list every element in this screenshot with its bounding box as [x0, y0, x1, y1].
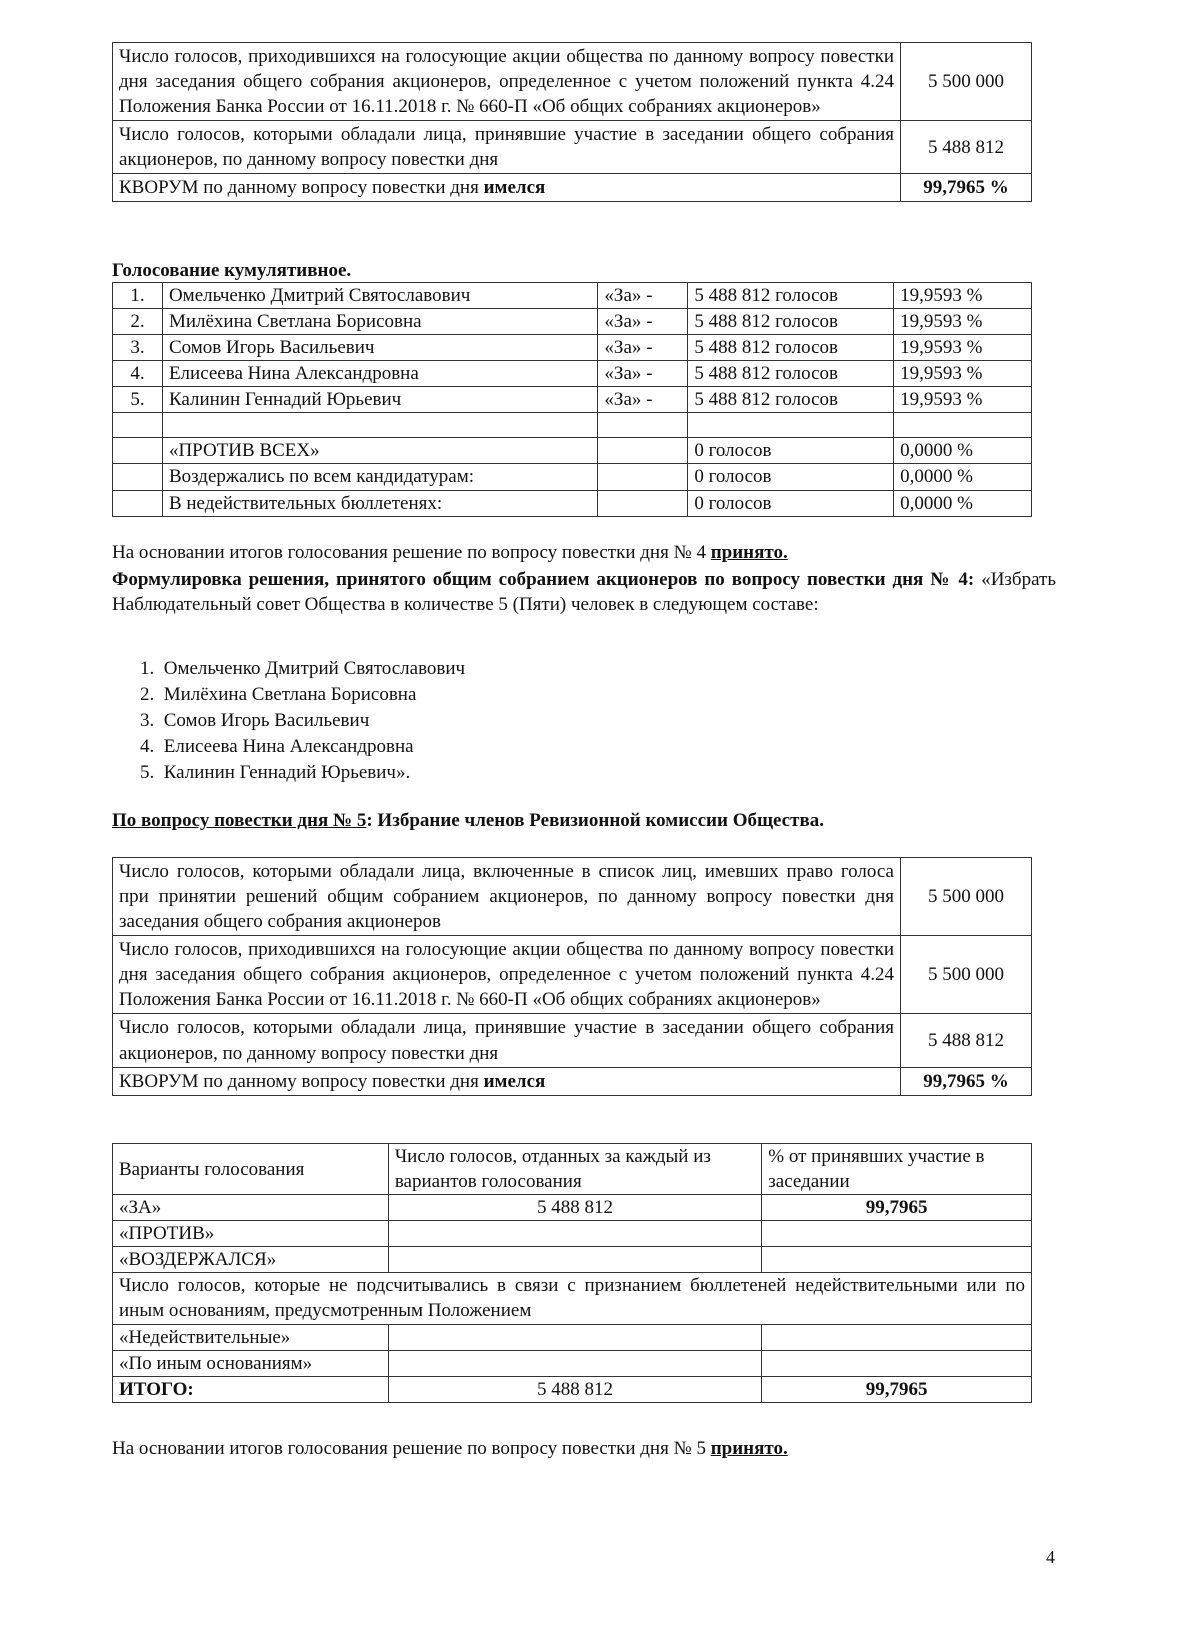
- candidate-name: Калинин Геннадий Юрьевич: [162, 387, 597, 413]
- column-header: Варианты голосования: [113, 1144, 389, 1195]
- member-name: Елисеева Нина Александровна: [163, 736, 414, 757]
- other-votes: 0 голосов: [688, 464, 894, 490]
- quorum-percent: 99,7965 %: [901, 1067, 1032, 1095]
- quorum-percent: 99,7965 %: [901, 174, 1032, 202]
- member-number: 5.: [140, 762, 155, 783]
- quorum-prefix: КВОРУМ по данному вопросу повестки дня: [119, 1070, 479, 1092]
- quorum-value: 5 500 000: [901, 858, 1032, 936]
- candidate-vote: «За» -: [598, 335, 688, 361]
- quorum-summary: [113, 1067, 901, 1095]
- candidate-number: 2.: [113, 309, 163, 335]
- table-row: [113, 438, 1032, 464]
- candidate-percent: 19,9593 %: [894, 309, 1032, 335]
- question-5-heading-underlined: По вопросу повестки дня № 5: [112, 810, 367, 831]
- cumulative-heading: Голосование кумулятивное.: [112, 260, 352, 281]
- decision-q4-line: [112, 540, 1052, 565]
- candidate-percent: 19,9593 %: [894, 361, 1032, 387]
- member-number: 1.: [140, 658, 155, 679]
- candidate-votes: 5 488 812 голосов: [688, 283, 894, 309]
- decision-q5-line: [112, 1436, 788, 1461]
- quorum-table-q5: [112, 857, 1032, 1096]
- table-row: [113, 1324, 1032, 1350]
- candidate-votes: 5 488 812 голосов: [688, 335, 894, 361]
- candidate-votes: 5 488 812 голосов: [688, 309, 894, 335]
- table-row: [113, 174, 1032, 202]
- member-number: 4.: [140, 736, 155, 757]
- candidate-vote: «За» -: [598, 283, 688, 309]
- option-percent: [762, 1221, 1032, 1247]
- other-grounds-percent: [762, 1350, 1032, 1376]
- candidate-name: Омельченко Дмитрий Святославович: [162, 283, 597, 309]
- member-number: 3.: [140, 710, 155, 731]
- table-row: [113, 387, 1032, 413]
- list-item: [140, 682, 465, 708]
- other-votes: 0 голосов: [688, 490, 894, 516]
- list-item: [140, 760, 465, 786]
- quorum-summary: [113, 174, 901, 202]
- table-row: [113, 361, 1032, 387]
- candidate-number: 4.: [113, 361, 163, 387]
- candidate-name: Милёхина Светлана Борисовна: [162, 309, 597, 335]
- quorum-status: имелся: [483, 1070, 546, 1092]
- decision-q5-lead: На основании итогов голосования решение по вопросу повестки дня № 5: [112, 1438, 706, 1459]
- candidate-vote: «За» -: [598, 387, 688, 413]
- table-row: [113, 858, 1032, 936]
- invalid-votes: [388, 1324, 761, 1350]
- candidate-percent: 19,9593 %: [894, 387, 1032, 413]
- column-header: % от принявших участие в заседании: [762, 1144, 1032, 1195]
- option-percent: 99,7965: [762, 1195, 1032, 1221]
- decision-q5-result: принято.: [710, 1438, 788, 1459]
- quorum-status: имелся: [483, 177, 546, 199]
- other-votes: 0 голосов: [688, 438, 894, 464]
- table-row: [113, 1014, 1032, 1067]
- option-votes: 5 488 812: [388, 1195, 761, 1221]
- table-row: [113, 1067, 1032, 1095]
- total-percent: 99,7965: [762, 1376, 1032, 1402]
- candidate-votes: 5 488 812 голосов: [688, 387, 894, 413]
- candidate-votes: 5 488 812 голосов: [688, 361, 894, 387]
- voting-results-table: [112, 1143, 1032, 1403]
- table-row: [113, 1247, 1032, 1273]
- other-percent: 0,0000 %: [894, 490, 1032, 516]
- candidate-vote: «За» -: [598, 361, 688, 387]
- member-number: 2.: [140, 684, 155, 705]
- member-name: Сомов Игорь Васильевич: [163, 710, 370, 731]
- decision-q4-lead: На основании итогов голосования решение по вопросу повестки дня № 4: [112, 542, 706, 563]
- candidate-number: 1.: [113, 283, 163, 309]
- candidate-number: 3.: [113, 335, 163, 361]
- table-row: [113, 936, 1032, 1014]
- quorum-label: Число голосов, которыми обладали лица, включенные в список лиц, имевших право голоса при принятии решений общим собранием акционеров, по данному вопросу повестки дня заседания общего собрания акционеров: [113, 858, 901, 936]
- question-5-heading-rest: : Избрание членов Ревизионной комиссии Общества.: [366, 810, 824, 831]
- quorum-label: Число голосов, которыми обладали лица, принявшие участие в заседании общего собрания акционеров, по данному вопросу повестки дня: [113, 1014, 901, 1067]
- quorum-value: 5 488 812: [901, 121, 1032, 174]
- table-row: [113, 1376, 1032, 1402]
- quorum-label: Число голосов, приходившихся на голосующие акции общества по данному вопросу повестки дня заседания общего собрания акционеров, определенное с учетом положений пункта 4.24 Положения Банка России от 16.11.2018 г. № 660-П «Об общих собраниях акционеров»: [113, 936, 901, 1014]
- other-label: «ПРОТИВ ВСЕХ»: [162, 438, 597, 464]
- total-label: ИТОГО:: [113, 1376, 389, 1402]
- candidate-percent: 19,9593 %: [894, 283, 1032, 309]
- option-label: «ПРОТИВ»: [113, 1221, 389, 1247]
- question-5-heading: [112, 808, 824, 833]
- other-grounds-label: «По иным основаниям»: [113, 1350, 389, 1376]
- candidate-number: 5.: [113, 387, 163, 413]
- option-votes: [388, 1221, 761, 1247]
- table-row: [113, 335, 1032, 361]
- invalid-percent: [762, 1324, 1032, 1350]
- quorum-table-q4: [112, 42, 1032, 202]
- board-members-list: [140, 656, 465, 786]
- formulation-heading: Формулировка решения, принятого общим собранием акционеров по вопросу повестки дня № 4:: [112, 569, 975, 590]
- quorum-label: Число голосов, которыми обладали лица, принявшие участие в заседании общего собрания акционеров, по данному вопросу повестки дня: [113, 121, 901, 174]
- table-row: [113, 43, 1032, 121]
- table-row: [113, 283, 1032, 309]
- other-label: В недействительных бюллетенях:: [162, 490, 597, 516]
- quorum-prefix: КВОРУМ по данному вопросу повестки дня: [119, 177, 479, 199]
- candidate-vote: «За» -: [598, 309, 688, 335]
- quorum-label: Число голосов, приходившихся на голосующие акции общества по данному вопросу повестки дня заседания общего собрания акционеров, определенное с учетом положений пункта 4.24 Положения Банка России от 16.11.2018 г. № 660-П «Об общих собраниях акционеров»: [113, 43, 901, 121]
- table-row: [113, 1144, 1032, 1195]
- option-percent: [762, 1247, 1032, 1273]
- cumulative-voting-table: [112, 282, 1032, 517]
- other-label: Воздержались по всем кандидатурам:: [162, 464, 597, 490]
- formulation-text: «Избрать Наблюдательный совет Общества в количестве 5 (Пяти) человек в следующем составе:: [112, 569, 1057, 616]
- column-header: Число голосов, отданных за каждый из вариантов голосования: [388, 1144, 761, 1195]
- table-row: [113, 1195, 1032, 1221]
- other-percent: 0,0000 %: [894, 438, 1032, 464]
- quorum-value: 5 500 000: [901, 43, 1032, 121]
- total-votes: 5 488 812: [388, 1376, 761, 1402]
- candidate-name: Сомов Игорь Васильевич: [162, 335, 597, 361]
- not-counted-note: Число голосов, которые не подсчитывались в связи с признанием бюллетеней недействительными или по иным основаниям, предусмотренным Положением: [113, 1273, 1032, 1324]
- member-name: Калинин Геннадий Юрьевич».: [163, 762, 411, 783]
- invalid-label: «Недействительные»: [113, 1324, 389, 1350]
- table-row: [113, 1221, 1032, 1247]
- option-votes: [388, 1247, 761, 1273]
- list-item: [140, 708, 465, 734]
- table-row: [113, 309, 1032, 335]
- candidate-name: Елисеева Нина Александровна: [162, 361, 597, 387]
- list-item: [140, 656, 465, 682]
- table-row: [113, 121, 1032, 174]
- page-number: 4: [1046, 1547, 1055, 1567]
- table-row: [113, 490, 1032, 516]
- table-row: [113, 1273, 1032, 1324]
- table-row: [113, 1350, 1032, 1376]
- list-item: [140, 734, 465, 760]
- table-row: [113, 464, 1032, 490]
- member-name: Омельченко Дмитрий Святославович: [163, 658, 466, 679]
- member-name: Милёхина Светлана Борисовна: [163, 684, 417, 705]
- decision-q4-result: принято.: [710, 542, 788, 563]
- other-percent: 0,0000 %: [894, 464, 1032, 490]
- table-row: [113, 413, 1032, 438]
- option-label: «ВОЗДЕРЖАЛСЯ»: [113, 1247, 389, 1273]
- quorum-value: 5 500 000: [901, 936, 1032, 1014]
- decision-q4-formulation: [112, 567, 1056, 617]
- option-label: «ЗА»: [113, 1195, 389, 1221]
- candidate-percent: 19,9593 %: [894, 335, 1032, 361]
- quorum-value: 5 488 812: [901, 1014, 1032, 1067]
- other-grounds-votes: [388, 1350, 761, 1376]
